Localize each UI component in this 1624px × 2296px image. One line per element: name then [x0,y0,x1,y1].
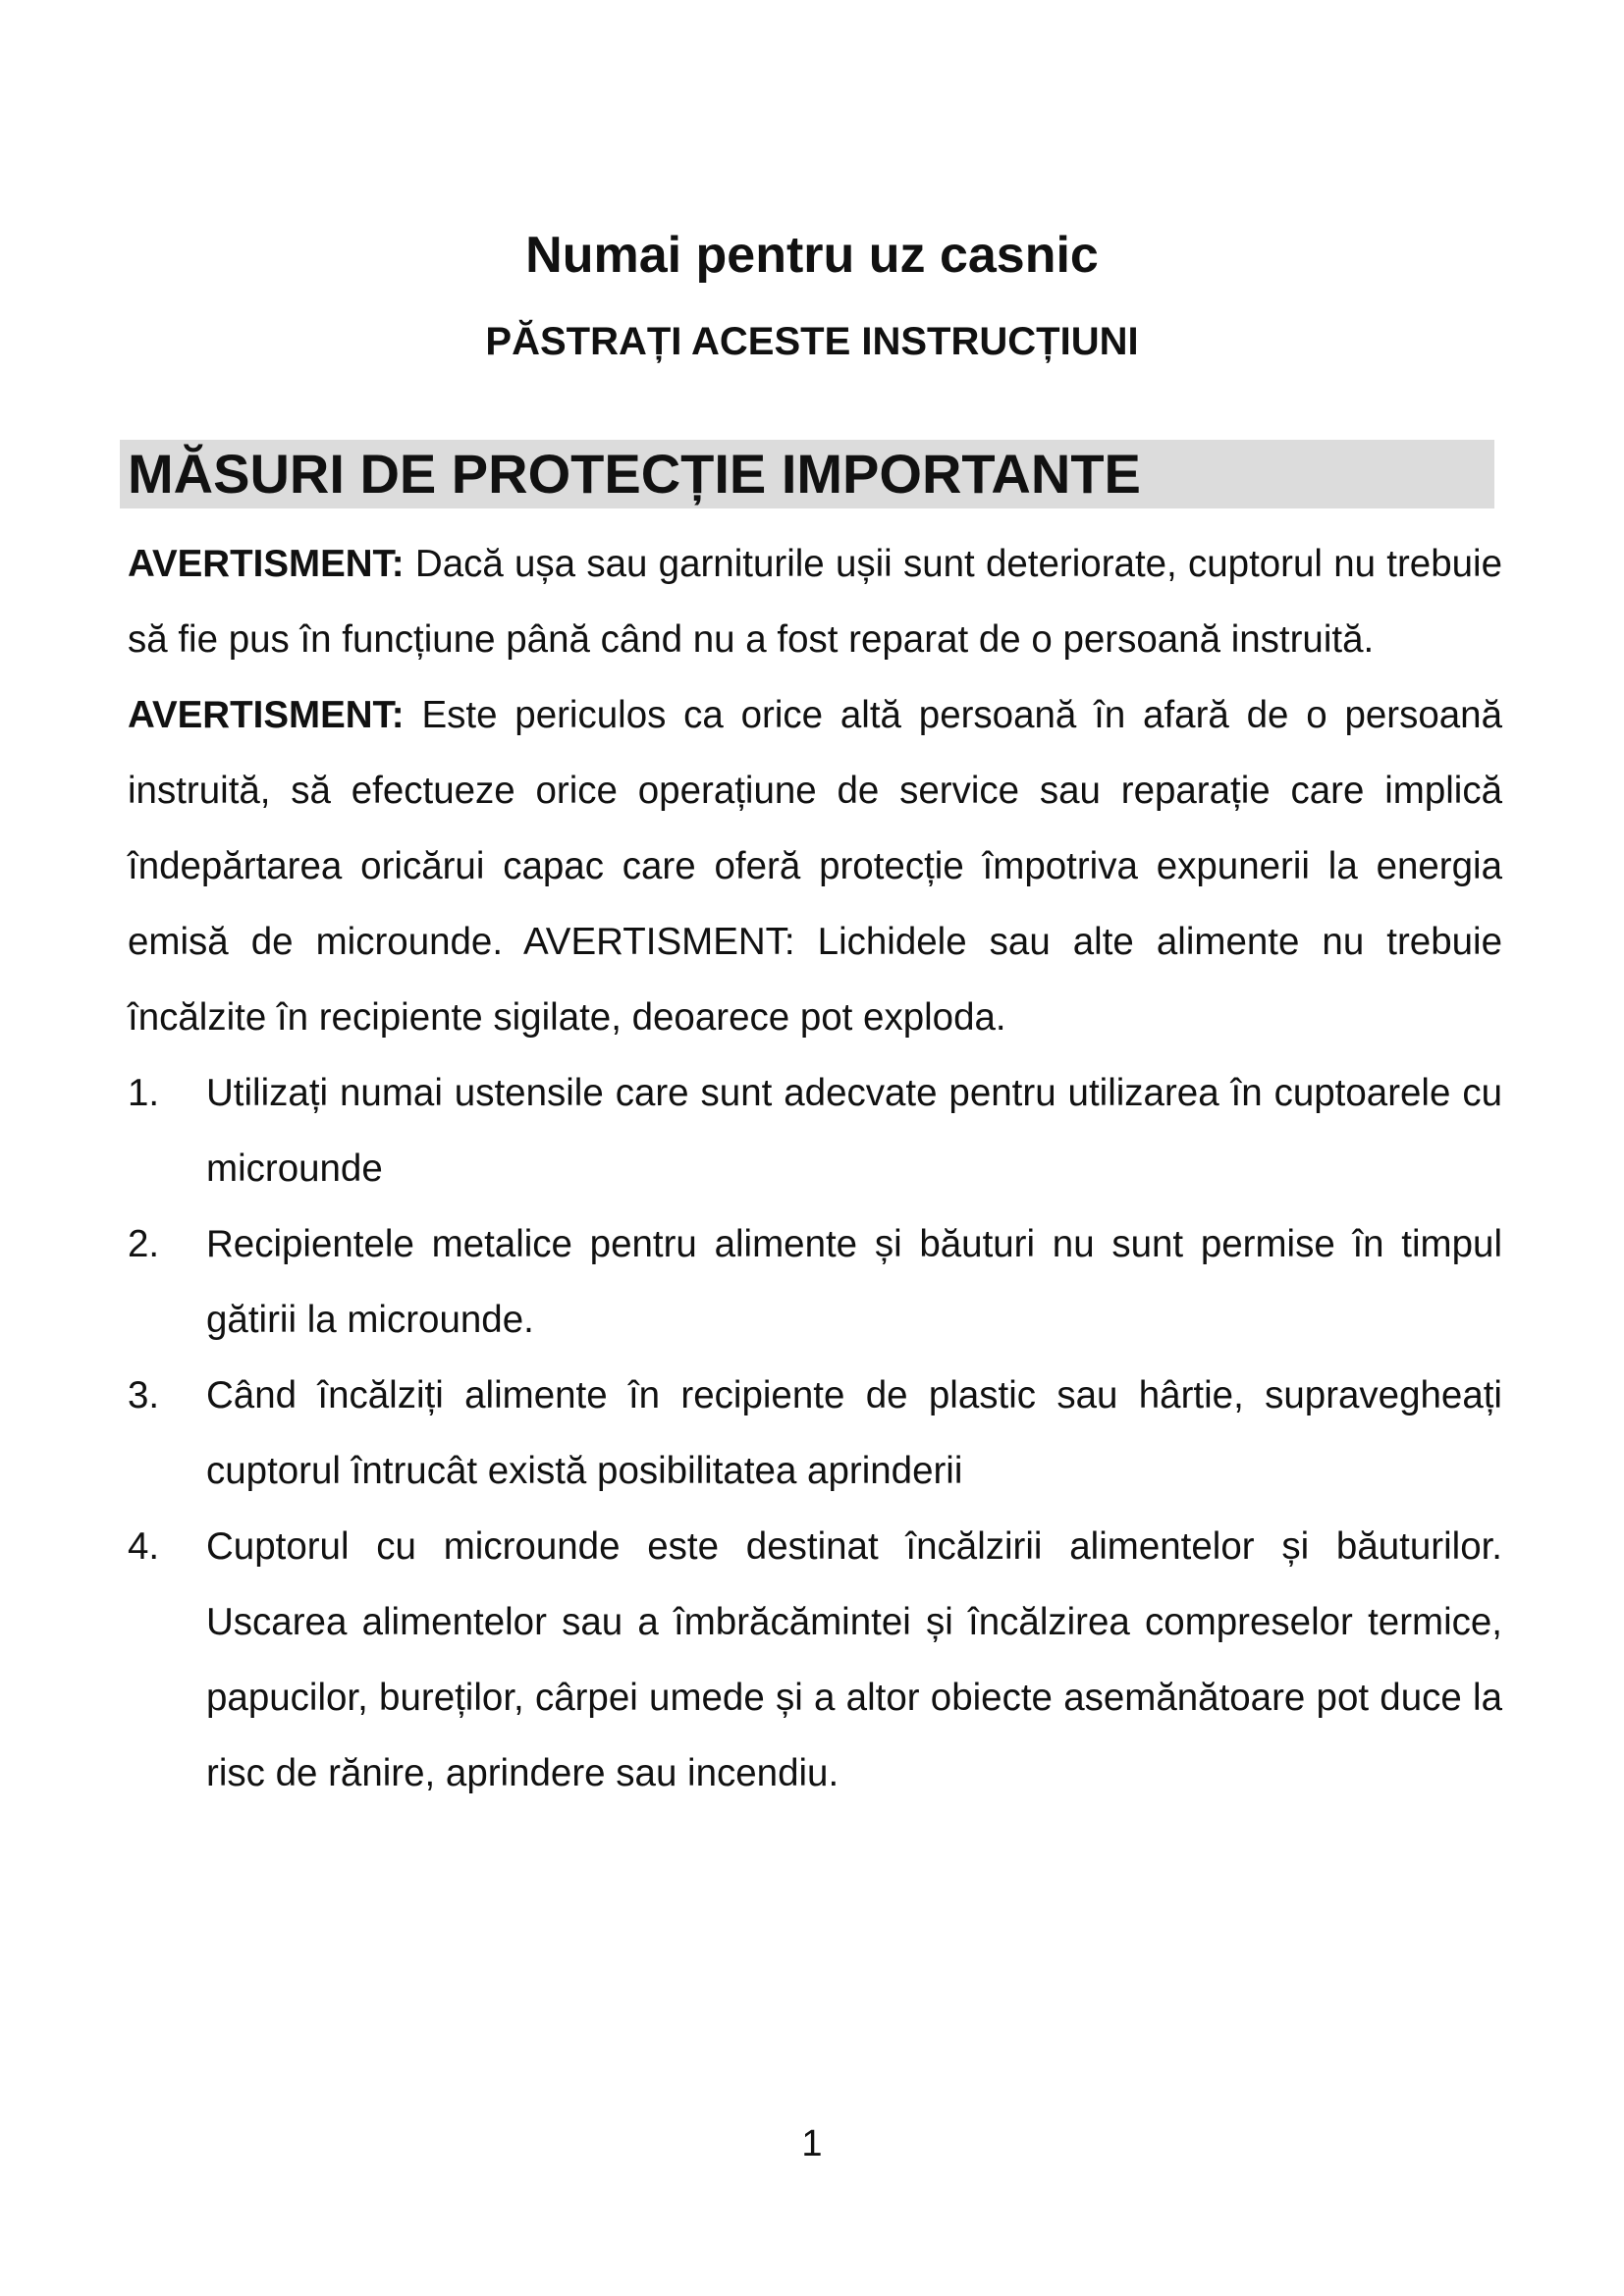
list-item-number: 1. [128,1072,160,1114]
list-item-text: Recipientele metalice pentru alimente și băuturi nu sunt permise în timpul gătirii la microunde. [206,1223,1502,1341]
list-item-number: 2. [128,1223,160,1265]
warning-paragraph [128,677,1502,1055]
instruction-list [128,1055,1502,1811]
list-item-number: 4. [128,1525,160,1568]
warning-label: AVERTISMENT: [128,543,405,585]
list-item [128,1358,1502,1509]
list-item [128,1206,1502,1358]
document-body [128,526,1502,1811]
list-item [128,1055,1502,1206]
list-item [128,1509,1502,1811]
page-number: 1 [801,2123,823,2164]
warning-text: Dacă ușa sau garniturile ușii sunt deteriorate, cuptorul nu trebuie să fie pus în funcțiune până când nu a fost reparat de o persoană instruită. [128,543,1502,661]
section-heading: MĂSURI DE PROTECȚIE IMPORTANTE [120,440,1494,508]
page-title: Numai pentru uz casnic [525,227,1099,284]
list-item-text: Când încălziți alimente în recipiente de plastic sau hârtie, supravegheați cuptorul întrucât există posibilitatea aprinderii [206,1374,1502,1492]
list-item-text: Cuptorul cu microunde este destinat încălzirii alimentelor și băuturilor. Uscarea alimentelor sau a îmbrăcămintei și încălzirea compreselor termice, papucilor, bureților, cârpei umede și a altor obiecte asemănătoare pot duce la risc de rănire, aprindere sau incendiu. [206,1525,1502,1794]
list-item-text: Utilizați numai ustensile care sunt adecvate pentru utilizarea în cuptoarele cu microunde [206,1072,1502,1190]
warning-label: AVERTISMENT: [128,694,405,736]
page-subtitle: PĂSTRAȚI ACESTE INSTRUCȚIUNI [485,320,1139,363]
warning-paragraph [128,526,1502,677]
list-item-number: 3. [128,1374,160,1416]
warning-text: Este periculos ca orice altă persoană în afară de o persoană instruită, să efectueze orice operațiune de service sau reparație care implică îndepărtarea oricărui capac care oferă protecție împotriva expunerii la energia emisă de microunde. AVERTISMENT: Lichidele sau alte alimente nu trebuie încălzite în recipiente sigilate, deoarece pot exploda. [128,694,1502,1039]
